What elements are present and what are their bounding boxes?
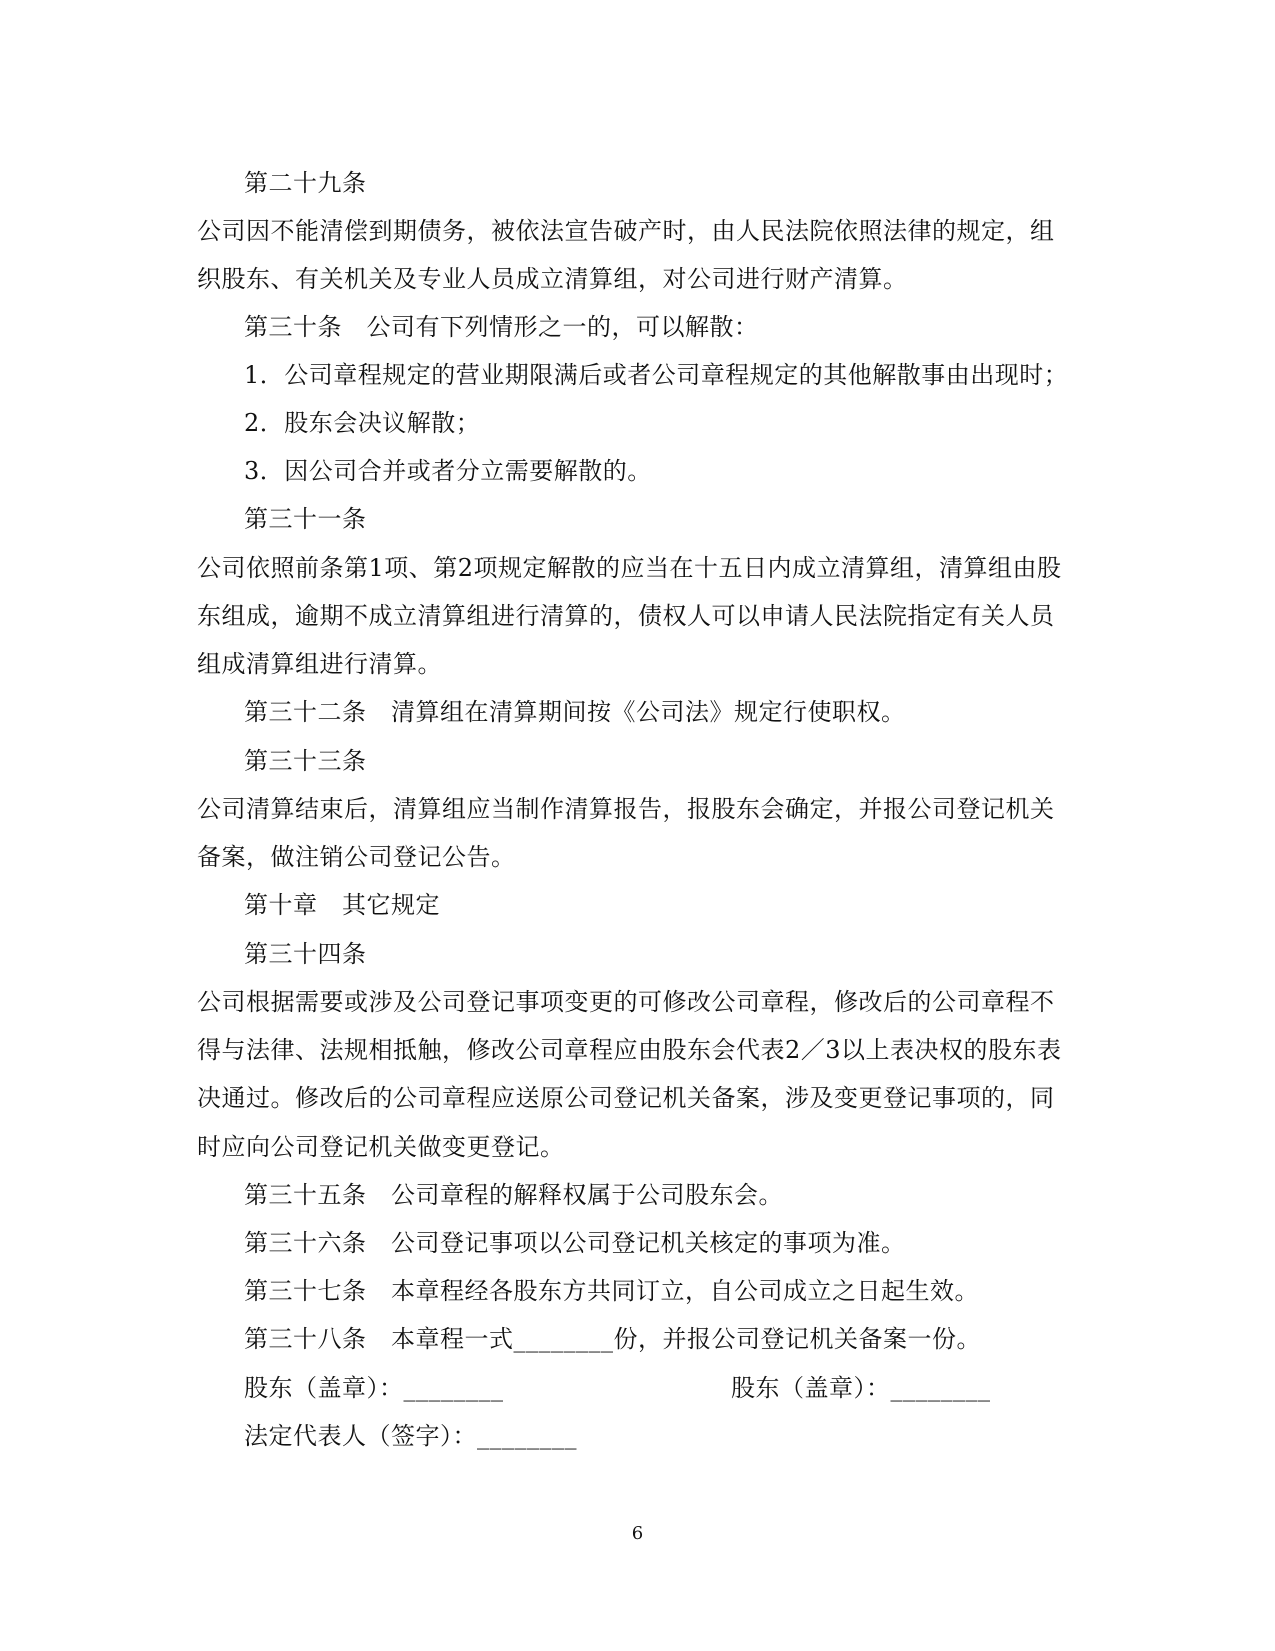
article-30-item-3: 3．因公司合并或者分立需要解散的。 <box>244 457 652 485</box>
page-number: 6 <box>631 1523 644 1544</box>
chapter-10-heading: 第十章 其它规定 <box>244 891 440 919</box>
shareholder-seal-left: 股东（盖章）：________ <box>244 1374 504 1402</box>
article-34-text-line-3: 决通过。修改后的公司章程应送原公司登记机关备案，涉及变更登记事项的，同 <box>197 1084 1055 1112</box>
article-30-heading: 第三十条 公司有下列情形之一的，可以解散： <box>244 313 759 341</box>
article-29-text-line-1: 公司因不能清偿到期债务，被依法宣告破产时，由人民法院依照法律的规定，组 <box>197 217 1055 245</box>
article-29-text-line-2: 织股东、有关机关及专业人员成立清算组，对公司进行财产清算。 <box>197 265 908 293</box>
article-37: 第三十七条 本章程经各股东方共同订立，自公司成立之日起生效。 <box>244 1277 979 1305</box>
article-30-item-1: 1．公司章程规定的营业期限满后或者公司章程规定的其他解散事由出现时； <box>244 361 1069 389</box>
article-38: 第三十八条 本章程一式________份，并报公司登记机关备案一份。 <box>244 1325 981 1353</box>
article-32: 第三十二条 清算组在清算期间按《公司法》规定行使职权。 <box>244 698 906 726</box>
article-33-heading: 第三十三条 <box>244 747 367 775</box>
article-33-text-line-1: 公司清算结束后，清算组应当制作清算报告，报股东会确定，并报公司登记机关 <box>197 795 1055 823</box>
article-34-text-line-2: 得与法律、法规相抵触，修改公司章程应由股东会代表2／3以上表决权的股东表 <box>197 1036 1062 1064</box>
legal-representative-signature: 法定代表人（签字）：________ <box>244 1422 577 1450</box>
article-29-heading: 第二十九条 <box>244 169 367 197</box>
article-33-text-line-2: 备案，做注销公司登记公告。 <box>197 843 516 871</box>
article-34-heading: 第三十四条 <box>244 940 367 968</box>
article-34-text-line-1: 公司根据需要或涉及公司登记事项变更的可修改公司章程，修改后的公司章程不 <box>197 988 1055 1016</box>
article-35: 第三十五条 公司章程的解释权属于公司股东会。 <box>244 1181 783 1209</box>
article-34-text-line-4: 时应向公司登记机关做变更登记。 <box>197 1133 565 1161</box>
article-31-text-line-2: 东组成，逾期不成立清算组进行清算的，债权人可以申请人民法院指定有关人员 <box>197 602 1055 630</box>
article-31-heading: 第三十一条 <box>244 505 367 533</box>
article-30-item-2: 2．股东会决议解散； <box>244 409 481 437</box>
article-31-text-line-3: 组成清算组进行清算。 <box>197 650 442 678</box>
article-31-text-line-1: 公司依照前条第1项、第2项规定解散的应当在十五日内成立清算组，清算组由股 <box>197 554 1062 582</box>
shareholder-seal-right: 股东（盖章）：________ <box>731 1374 991 1402</box>
article-36: 第三十六条 公司登记事项以公司登记机关核定的事项为准。 <box>244 1229 906 1257</box>
